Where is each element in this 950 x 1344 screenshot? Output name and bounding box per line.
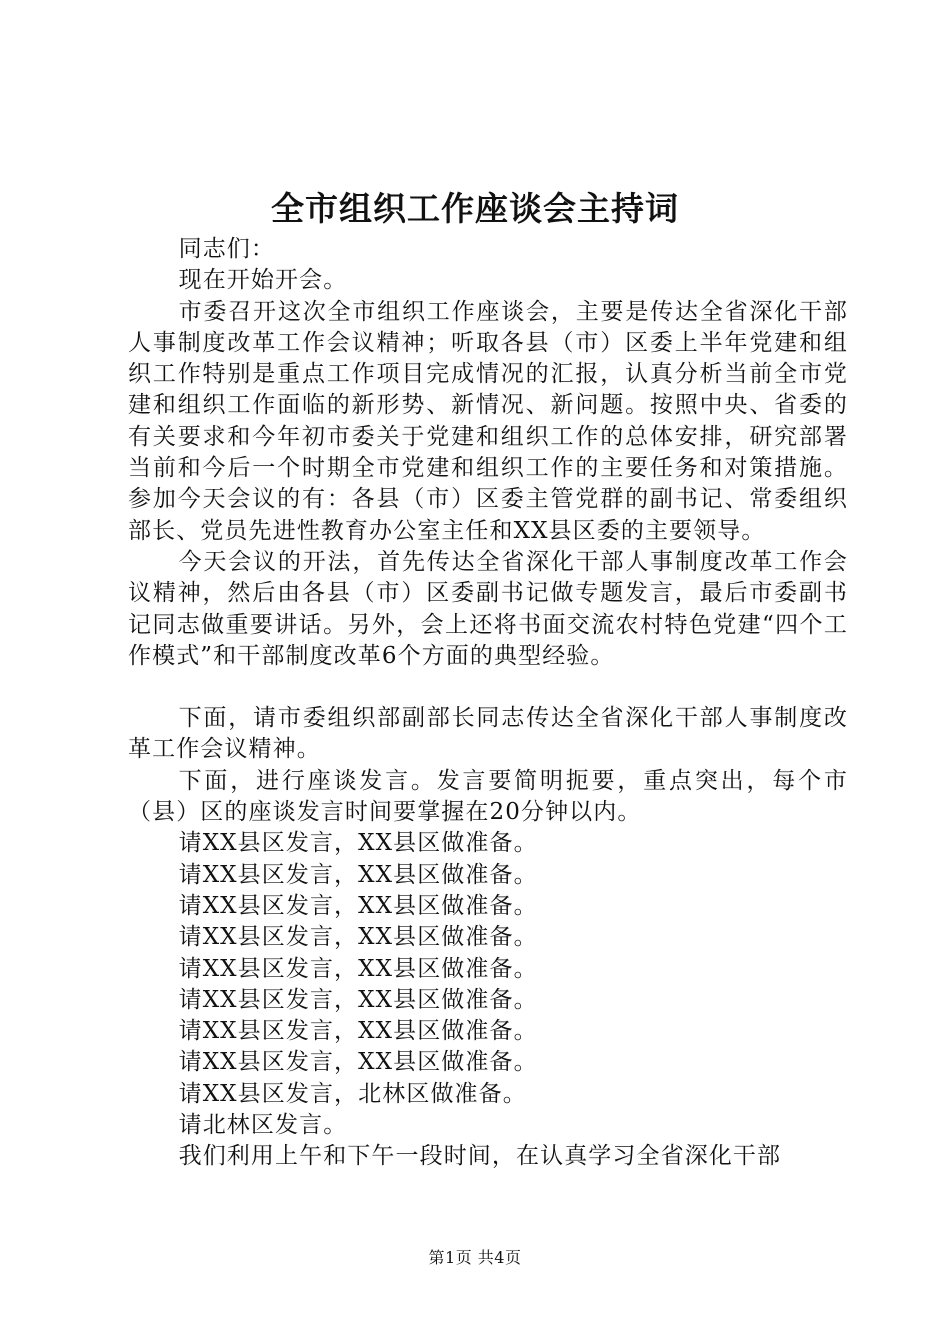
page-footer: 第1页 共4页 xyxy=(428,1248,522,1267)
paragraph-discussion: 下面，进行座谈发言。发言要简明扼要，重点突出，每个市（县）区的座谈发言时间要掌握在20分钟以内。 xyxy=(128,767,848,826)
paragraph-purpose: 市委召开这次全市组织工作座谈会，主要是传达全省深化干部人事制度改革工作会议精神；听取各县（市）区委上半年党建和组织工作特别是重点工作项目完成情况的汇报，认真分析当前全市党建和组织工作面临的新形势、新情况、新问题。按照中央、省委的有关要求和今年初市委关于党建和组织工作的总体安排，研究部署当前和今后一个时期全市党建和组织工作的主要任务和对策措施。参加今天会议的有：各县（市）区委主管党群的副书记、常委组织部长、党员先进性教育办公室主任和XX县区委的主要领导。 xyxy=(128,298,848,544)
list-item-speaker: 请XX县区发言，XX县区做准备。 xyxy=(178,861,538,888)
paragraph-transmit: 下面，请市委组织部副部长同志传达全省深化干部人事制度改革工作会议精神。 xyxy=(128,705,848,763)
list-item-speaker: 请XX县区发言，XX县区做准备。 xyxy=(178,986,538,1013)
list-item-speaker: 请XX县区发言，北林区做准备。 xyxy=(178,1080,527,1107)
list-item-speaker: 请XX县区发言，XX县区做准备。 xyxy=(178,1049,538,1076)
list-item-speaker: 请XX县区发言，XX县区做准备。 xyxy=(178,955,538,982)
list-item-speaker: 请XX县区发言，XX县区做准备。 xyxy=(178,924,538,951)
list-item-speaker: 请北林区发言。 xyxy=(178,1112,348,1139)
list-item-speaker: 请XX县区发言，XX县区做准备。 xyxy=(178,892,538,919)
paragraph-opening: 现在开始开会。 xyxy=(178,267,348,294)
paragraph-closing: 我们利用上午和下午一段时间，在认真学习全省深化干部 xyxy=(178,1143,782,1170)
paragraph-agenda: 今天会议的开法，首先传达全省深化干部人事制度改革工作会议精神，然后由各县（市）区委副书记做专题发言，最后市委副书记同志做重要讲话。另外，会上还将书面交流农村特色党建“四个工作模式”和干部制度改革6个方面的典型经验。 xyxy=(128,548,848,669)
paragraph-greeting: 同志们： xyxy=(178,236,275,262)
list-item-speaker: 请XX县区发言，XX县区做准备。 xyxy=(178,1018,538,1045)
document-title: 全市组织工作座谈会主持词 xyxy=(271,189,679,228)
document-body xyxy=(128,234,848,1173)
list-item-speaker: 请XX县区发言，XX县区做准备。 xyxy=(178,830,538,857)
